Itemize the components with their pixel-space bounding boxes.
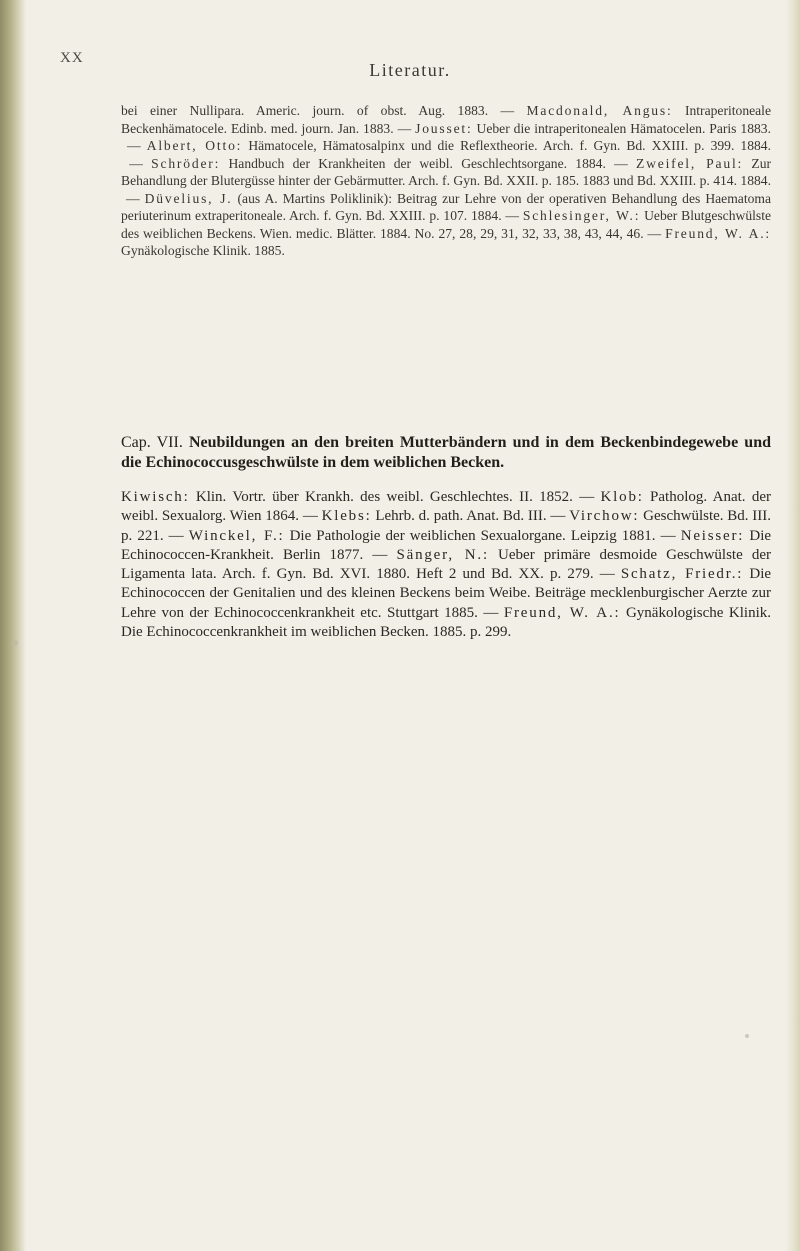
entry-author: Schröder: [151,155,221,171]
entry-separator: — [121,155,152,171]
running-title: Literatur. [369,60,451,80]
entry-text: Gynäkologische Klinik. 1885. [121,243,285,258]
entry-text: Handbuch der Krankheiten der weibl. Geschlechtsorgane. 1884. [228,155,606,171]
entry-text: Hämatocele, Hämatosalpinx und die Reflextheorie. Arch. f. Gyn. Bd. XXIII. p. 399. 1884. [248,138,771,153]
entry-separator: — [163,527,189,544]
entry-separator: — [121,190,145,206]
entry-separator: — [546,508,570,525]
bibliography-entry [164,528,656,544]
entry-separator: — [643,225,666,241]
chapter-title: Neubildungen an den breiten Mutterbändern und in dem Beckenbindegewebe und die Echinococcusgeschwülste in dem weiblichen Becken. [121,434,771,471]
entry-text: Die Echinococcen der Genitalien und des kleinen Beckens beim Weibe. Beiträge mecklenburgischer Aerzte zur Lehre von der Echinococcenkrankheit etc. Stuttgart 1885. [121,566,772,621]
entry-separator: — [299,508,322,525]
entry-text: Patholog. Anat. der weibl. Sexualorg. Wien 1864. [121,489,772,525]
entry-author: Schlesinger, W.: [522,208,641,223]
entry-author: Freund, W. A.: [503,604,621,621]
entry-author: Zweifel, Paul: [636,155,744,171]
entry-text: Intraperitoneale Beckenhämatocele. Edinb. med. journ. Jan. 1883. [121,103,771,136]
entry-separator: — [572,489,601,505]
entry-text: Gynäkologische Klinik. Die Echinococcenkrankheit im weiblichen Becken. 1885. p. 299. [121,604,771,641]
entry-separator: — [121,138,147,153]
chapter-label: Cap. VII. [121,434,183,451]
bibliography-entry [121,138,771,153]
entry-text: Die Pathologie der weiblichen Sexualorgane. Leipzig 1881. [289,527,656,544]
entry-author: Virchow: [569,508,640,525]
entry-separator: — [605,155,637,171]
page-header [60,50,760,80]
entry-author: Klob: [600,489,644,505]
entry-text: Die Echinococcen-Krankheit. Berlin 1877. [121,527,772,563]
entry-author: Klebs: [321,508,372,525]
entry-author: Albert, Otto: [146,138,243,153]
page-right-edge [786,0,800,1251]
bibliography-entry [121,489,573,505]
entry-text: Klin. Vortr. über Krankh. des weibl. Geschlechtes. II. 1852. [195,489,573,505]
bibliography-entry [121,103,488,118]
bibliography-block-top [121,102,771,260]
entry-text: Zur Behandlung der Blutergüsse hinter der Gebärmutter. Arch. f. Gyn. Bd. XXII. p. 185. 1883 und Bd. XXIII. p. 414. 1884. [121,155,772,188]
entry-separator: — [477,604,504,621]
entry-author: Freund, W. A.: [665,225,771,241]
entry-text: bei einer Nullipara. Americ. journ. of obst. Aug. 1883. [121,103,489,118]
entry-author: Neisser: [680,527,745,544]
entry-text: Geschwülste. Bd. III. p. 221. [121,508,772,544]
entry-separator: — [488,103,527,118]
bibliography-entry [299,508,547,524]
entry-text: Lehrb. d. path. Anat. Bd. III. [375,508,547,525]
entry-author: Sänger, N.: [396,546,489,563]
entry-separator: — [655,527,681,544]
entry-text: Ueber primäre desmoide Geschwülste der Ligamenta lata. Arch. f. Gyn. Bd. XVI. 1880. Heft 2 und Bd. XX. p. 279. [121,546,772,583]
entry-separator: — [593,566,621,583]
paper-speck [745,1034,749,1038]
bibliography-entry [394,121,771,136]
entry-author: Kiwisch: [121,489,190,505]
entry-text: (aus A. Martins Poliklinik): Beitrag zur Lehre von der operativen Behandlung des Haematoma periuterinum extraperitoneale. Arch. f. Gyn. Bd. XXIII. p. 107. 1884. [121,190,771,223]
entry-separator: — [393,120,416,136]
entry-author: Schatz, Friedr.: [620,566,744,583]
entry-separator: — [501,208,523,223]
entry-author: Düvelius, J. [144,190,233,206]
entry-author: Macdonald, Angus: [526,103,673,118]
bibliography-entry [121,156,606,171]
entry-author: Winckel, F.: [188,527,285,544]
entry-text: Ueber Blutgeschwülste des weiblichen Beckens. Wien. medic. Blätter. 1884. No. 27, 28, 29, 31, 32, 33, 38, 43, 44, 46. [121,208,772,241]
chapter-heading [121,433,771,473]
page-binding-edge [0,0,26,1251]
page-number: XX [60,50,84,66]
entry-separator: — [363,546,397,563]
bibliography-block-bottom [121,488,771,642]
paper-speck [12,640,18,646]
entry-text: Ueber die intraperitonealen Hämatocelen. Paris 1883. [476,120,772,136]
entry-author: Jousset: [415,120,473,136]
